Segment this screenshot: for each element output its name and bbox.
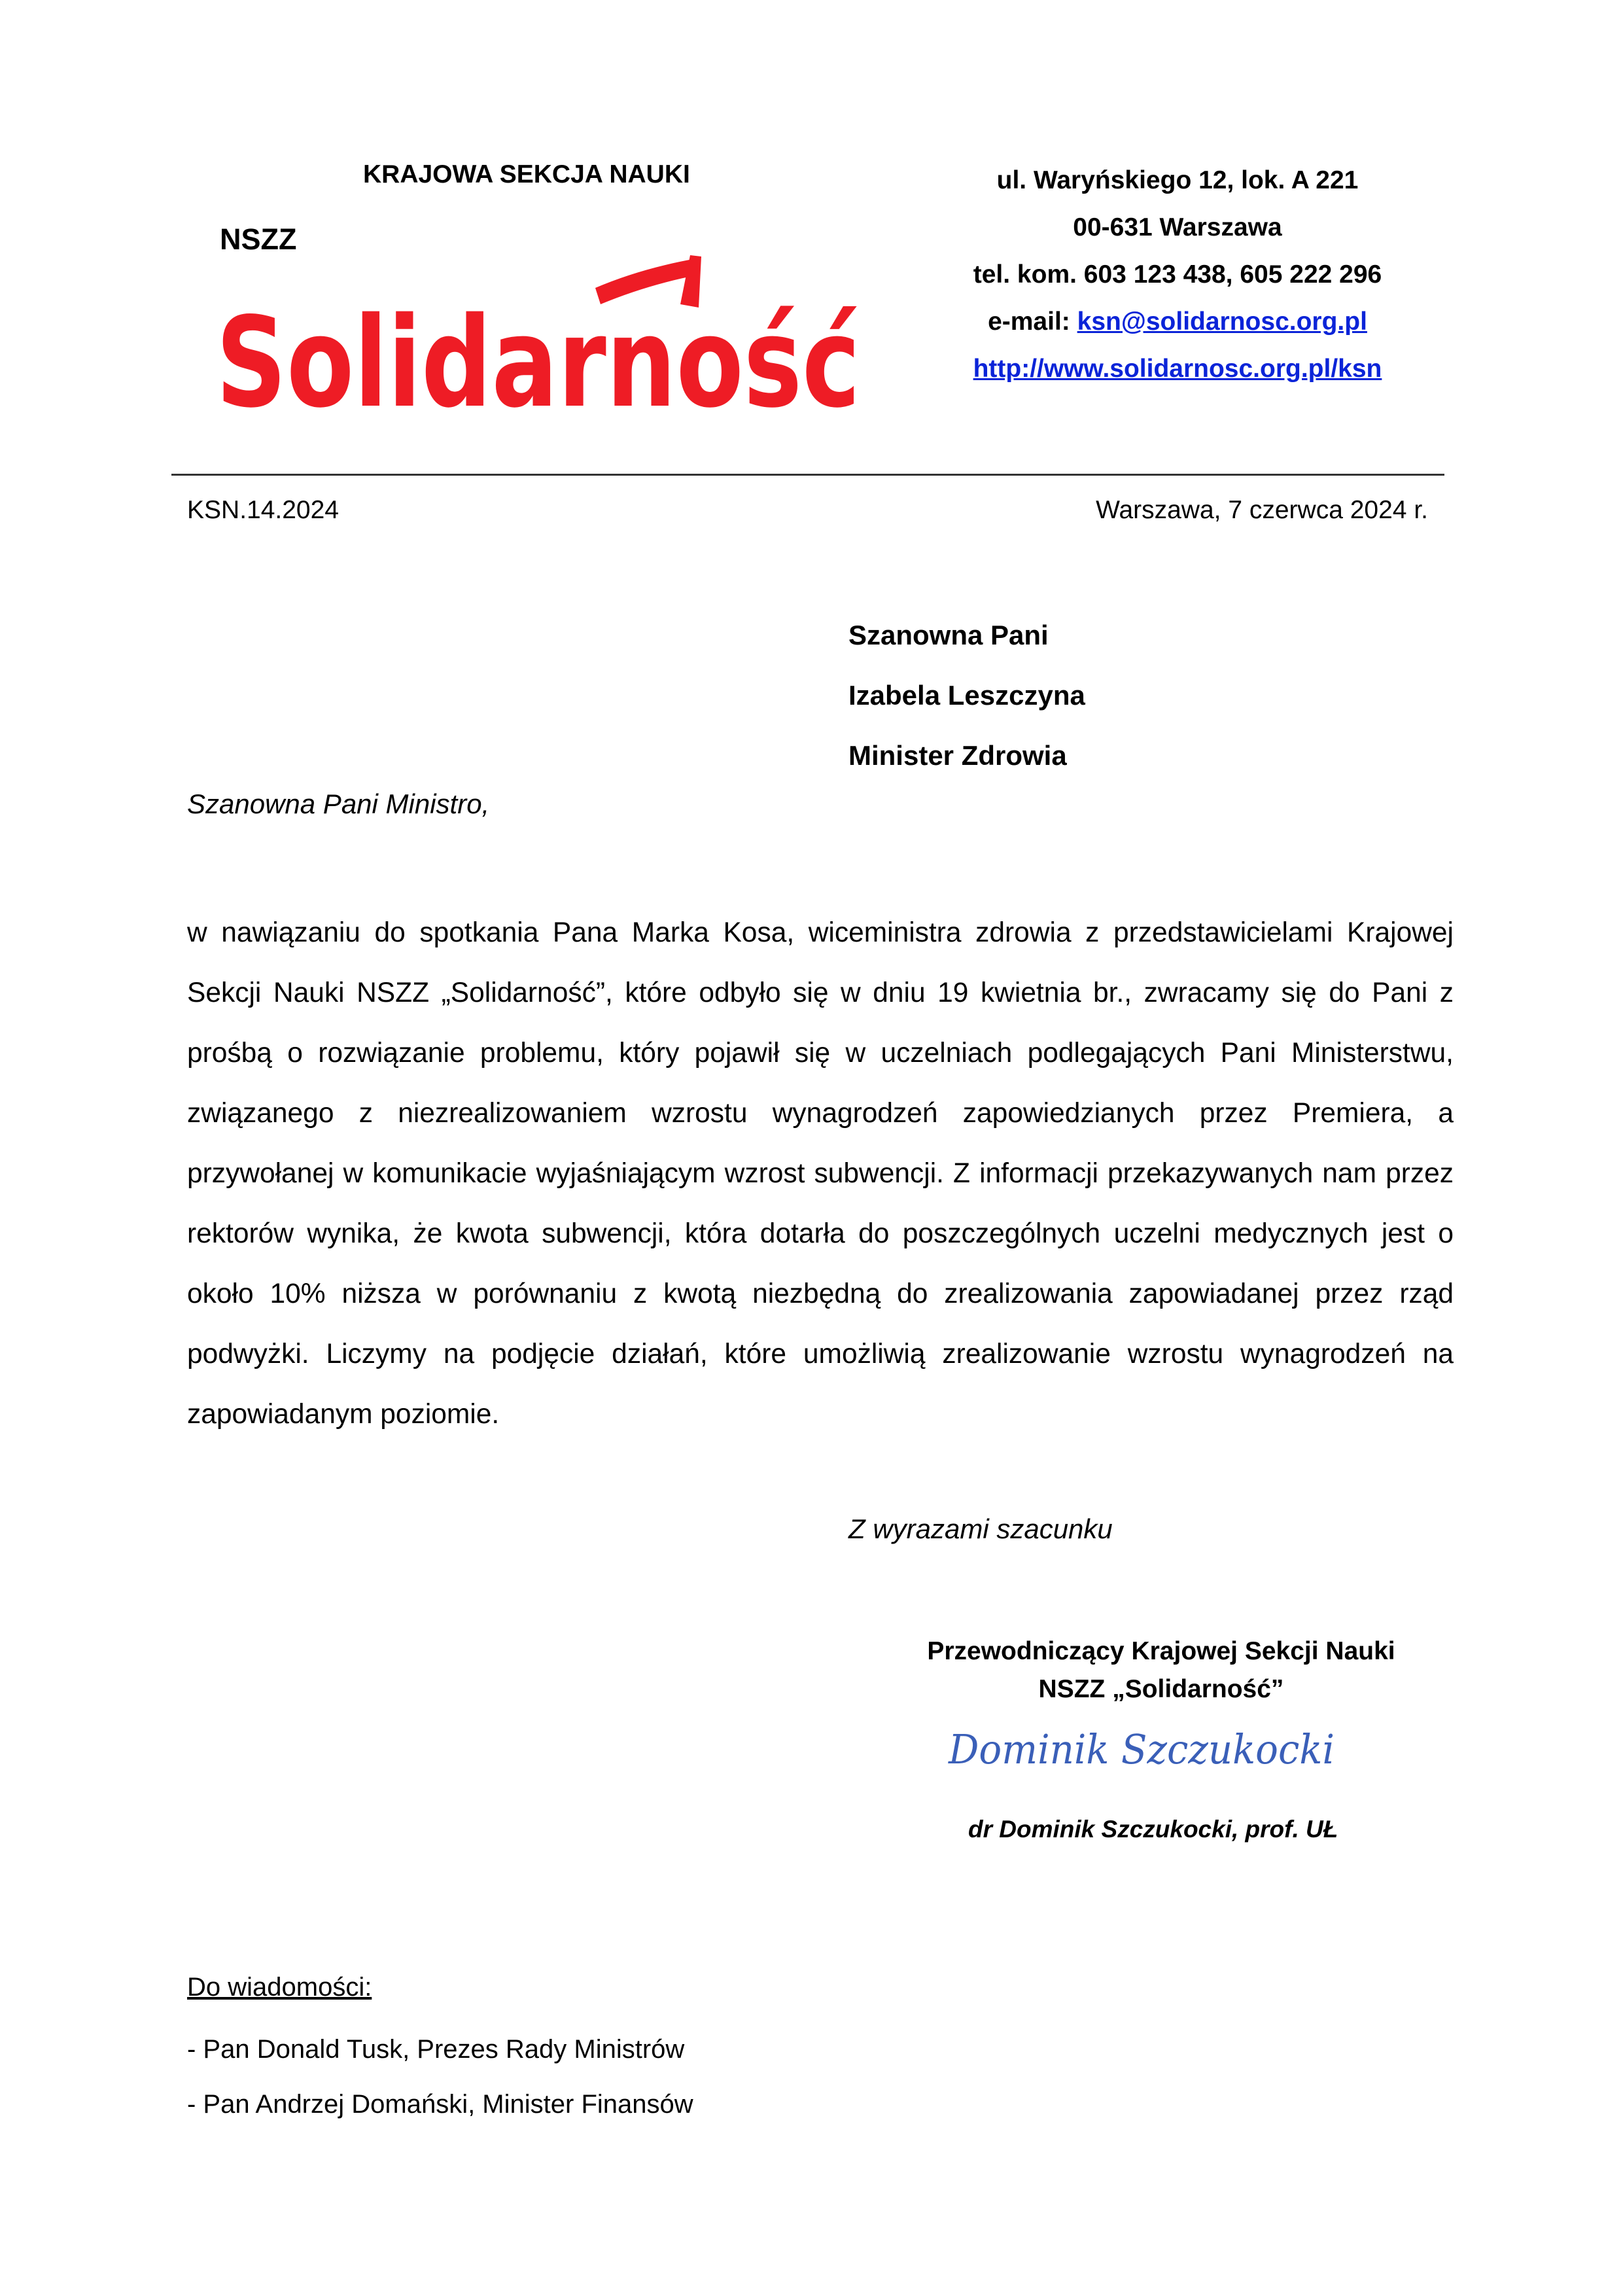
email-label: e-mail:: [988, 308, 1077, 336]
cc-item: - Pan Andrzej Domański, Minister Finansów: [187, 2090, 693, 2119]
nszz-label: NSZZ: [220, 222, 297, 256]
closing: Z wyrazami szacunku: [848, 1513, 1113, 1544]
signatory-title-line-1: Przewodniczący Krajowej Sekcji Nauki: [927, 1637, 1395, 1665]
cc-heading: Do wiadomości:: [187, 1973, 372, 2002]
letter-body: w nawiązaniu do spotkania Pana Marka Kosa, wiceministra zdrowia z przedstawicielami Krajowej Sekcji Nauki NSZZ „Solidarność”, które odbyło się w dniu 19 kwietnia br., zwracamy się do Pani z prośbą o rozwiązanie problemu, który pojawił się w uczelniach podlegających Pani Ministerstwu, związanego z niezrealizowaniem wzrostu wynagrodzeń zapowiedzianych przez Premiera, a przywołanej w komunikacie wyjaśniającym wzrost subwencji. Z informacji przekazywanych nam przez rektorów wynika, że kwota subwencji, która dotarła do poszczególnych uczelni medycznych jest o około 10% niższa w porównaniu z kwotą niezbędną do zrealizowania zapowiadanej przez rząd podwyżki. Liczymy na podjęcie działań, które umożliwią zrealizowanie wzrostu wynagrodzeń na zapowiadanym poziomie.: [187, 917, 1454, 1430]
handwritten-signature: [942, 1714, 1348, 1786]
phone-line: tel. kom. 603 123 438, 605 222 296: [973, 260, 1382, 289]
recipient-block: [848, 605, 1085, 786]
signatory-name: dr Dominik Szczukocki, prof. UŁ: [968, 1816, 1338, 1843]
header-divider: [171, 474, 1444, 476]
email-line: [903, 298, 1452, 345]
address-line: ul. Waryńskiego 12, lok. A 221: [996, 166, 1359, 194]
reference-number: KSN.14.2024: [187, 496, 340, 524]
recipient-line-1: Szanowna Pani: [848, 620, 1049, 650]
signatory-title: [837, 1633, 1485, 1708]
recipient-line-2: Izabela Leszczyna: [848, 680, 1085, 711]
signatory-title-line-2: NSZZ „Solidarność”: [1038, 1675, 1284, 1703]
organization-title: KRAJOWA SEKCJA NAUKI: [363, 160, 690, 188]
logo-wordmark: Solidarność: [216, 291, 860, 429]
website-link[interactable]: http://www.solidarnosc.org.pl/ksn: [973, 355, 1382, 383]
recipient-line-3: Minister Zdrowia: [848, 740, 1067, 771]
email-link[interactable]: ksn@solidarnosc.org.pl: [1077, 308, 1367, 336]
city-line: 00-631 Warszawa: [1073, 213, 1282, 241]
salutation: Szanowna Pani Ministro,: [187, 788, 490, 819]
signature-text: Dominik Szczukocki: [948, 1725, 1335, 1773]
cc-list: [187, 2022, 693, 2132]
cc-item: - Pan Donald Tusk, Prezes Rady Ministrów: [187, 2035, 685, 2064]
place-date: Warszawa, 7 czerwca 2024 r.: [1096, 496, 1428, 524]
contact-block: [903, 157, 1452, 393]
solidarnosc-logo: [209, 245, 864, 429]
